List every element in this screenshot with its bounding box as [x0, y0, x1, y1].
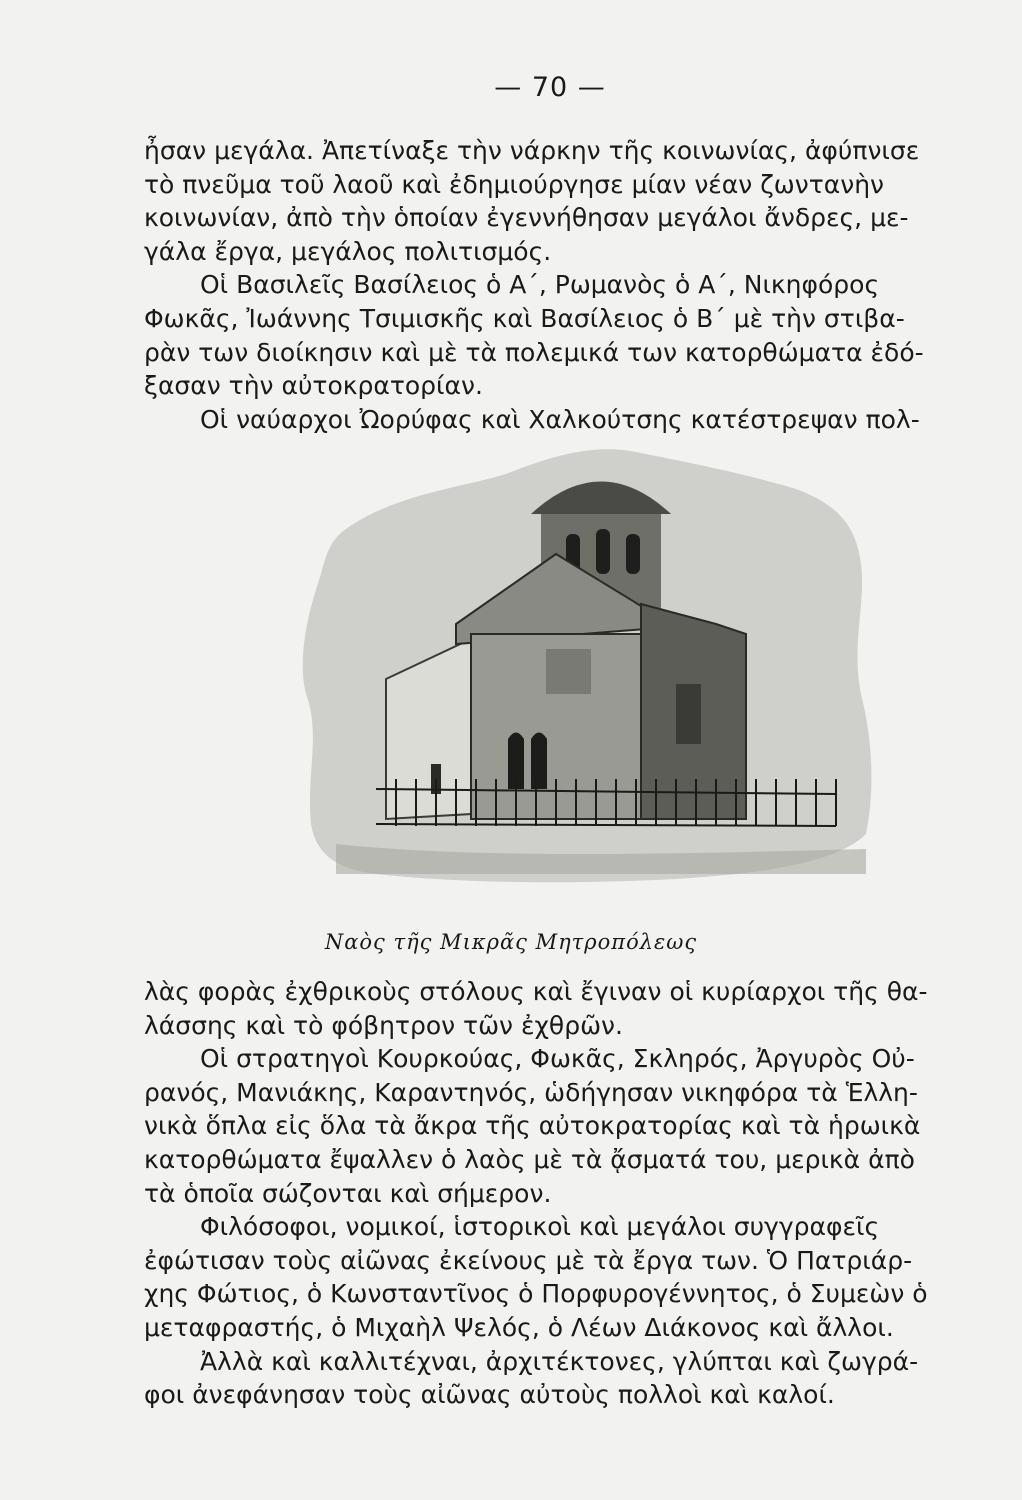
text-line: ρανός, Μανιάκης, Καραντηνός, ὡδήγησαν νικηφόρα τὰ Ἑλλη-	[144, 1077, 918, 1107]
text-line: ξασαν τὴν αὐτοκρατορίαν.	[144, 371, 483, 401]
text-line: νικὰ ὅπλα εἰς ὅλα τὰ ἄκρα τῆς αὐτοκρατορίας καὶ τὰ ἡρωικὰ	[144, 1111, 921, 1141]
text-line: μεταφραστής, ὁ Μιχαὴλ Ψελός, ὁ Λέων Διάκονος καὶ ἄλλοι.	[144, 1312, 894, 1342]
text-line: τὰ ὁποῖα σώζονται καὶ σήμερον.	[144, 1178, 552, 1208]
text-line: λὰς φορὰς ἐχθρικοὺς στόλους καὶ ἔγιναν οἱ κυρίαρχοι τῆς θα-	[144, 977, 928, 1006]
text-line: Ἀλλὰ καὶ καλλιτέχναι, ἀρχιτέκτονες, γλύπται καὶ ζωγρά-	[200, 1346, 919, 1376]
text-line: ἐφώτισαν τοὺς αἰῶνας ἐκείνους μὲ τὰ ἔργα των. Ὁ Πατριάρ-	[144, 1245, 913, 1275]
church-illustration	[276, 434, 896, 896]
text-line: ρὰν των διοίκησιν καὶ μὲ τὰ πολεμικά των κατορθώματα ἐδό-	[144, 337, 924, 367]
page-number: — 70 —	[494, 72, 606, 103]
text-line: γάλα ἔργα, μεγάλος πολιτισμός.	[144, 236, 552, 266]
text-line: τὸ πνεῦμα τοῦ λαοῦ καὶ ἐδημιούργησε μίαν νέαν ζωντανὴν	[144, 169, 885, 199]
figure-caption: Ναὸς τῆς Μικρᾶς Μητροπόλεως	[324, 930, 698, 954]
text-line: χης Φώτιος, ὁ Κωνσταντῖνος ὁ Πορφυρογέννητος, ὁ Συμεὼν ὁ	[144, 1279, 928, 1309]
text-line: φοι ἀνεφάνησαν τοὺς αἰῶνας αὐτοὺς πολλοὶ καὶ καλοί.	[144, 1380, 835, 1410]
text-line: Οἱ Βασιλεῖς Βασίλειος ὁ Α΄, Ρωμανὸς ὁ Α΄, Νικηφόρος	[200, 270, 880, 300]
text-block-top	[144, 134, 1022, 436]
text-line: κοινωνίαν, ἀπὸ τὴν ὁποίαν ἐγεννήθησαν μεγάλοι ἄνδρες, με-	[144, 203, 909, 233]
text-line: λάσσης καὶ τὸ φόβητρον τῶν ἐχθρῶν.	[144, 1010, 623, 1040]
text-line: Φωκᾶς, Ἰωάννης Τσιμισκῆς καὶ Βασίλειος ὁ Β΄ μὲ τὴν στιβα-	[144, 303, 905, 333]
text-line: Φιλόσοφοι, νομικοί, ἱστορικοὶ καὶ μεγάλοι συγγραφεῖς	[200, 1212, 880, 1242]
text-line: Οἱ ναύαρχοι Ὠορύφας καὶ Χαλκούτσης κατέστρεψαν πολ-	[200, 404, 920, 434]
text-block-bottom	[144, 975, 1022, 1412]
text-line: ἦσαν μεγάλα. Ἀπετίναξε τὴν νάρκην τῆς κοινωνίας, ἀφύπνισε	[144, 136, 920, 165]
text-line: κατορθώματα ἔψαλλεν ὁ λαὸς μὲ τὰ ᾄσματά του, μερικὰ ἀπὸ	[144, 1144, 915, 1174]
text-line: Οἱ στρατηγοὶ Κουρκούας, Φωκᾶς, Σκληρός, Ἀργυρὸς Οὐ-	[200, 1044, 915, 1074]
